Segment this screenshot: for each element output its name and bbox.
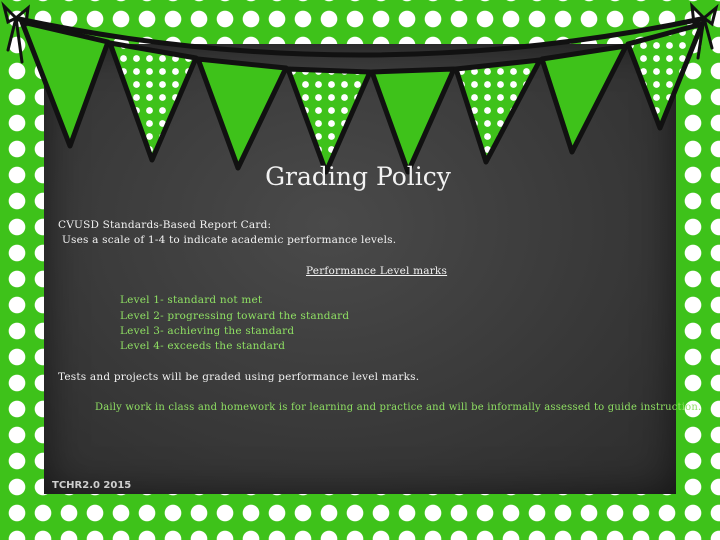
pennant-2 (110, 43, 196, 160)
level-1: Level 1- standard not met (120, 294, 263, 306)
level-3: Level 3- achieving the standard (120, 325, 295, 337)
pennant-6 (456, 60, 540, 162)
tests-note: Tests and projects will be graded using performance level marks. (58, 371, 420, 383)
level-4: Level 4- exceeds the standard (120, 340, 286, 352)
pennant-3 (198, 59, 286, 168)
pennant-1 (22, 22, 108, 146)
marks-heading: Performance Level marks (306, 265, 448, 277)
intro-line-2: Uses a scale of 1-4 to indicate academic performance levels. (62, 234, 397, 246)
page-title: Grading Policy (265, 162, 451, 191)
intro-line-1: CVUSD Standards-Based Report Card: (58, 219, 272, 231)
level-2: Level 2- progressing toward the standard (120, 310, 350, 322)
daily-work-note: Daily work in class and homework is for learning and practice and will be informally assessed to guide instruction. (95, 402, 702, 413)
pennant-4 (288, 69, 370, 172)
pennant-5 (372, 69, 454, 172)
pennant-7 (542, 46, 626, 152)
footer-credit: TCHR2.0 2015 (52, 480, 132, 491)
pennant-8 (628, 24, 702, 128)
